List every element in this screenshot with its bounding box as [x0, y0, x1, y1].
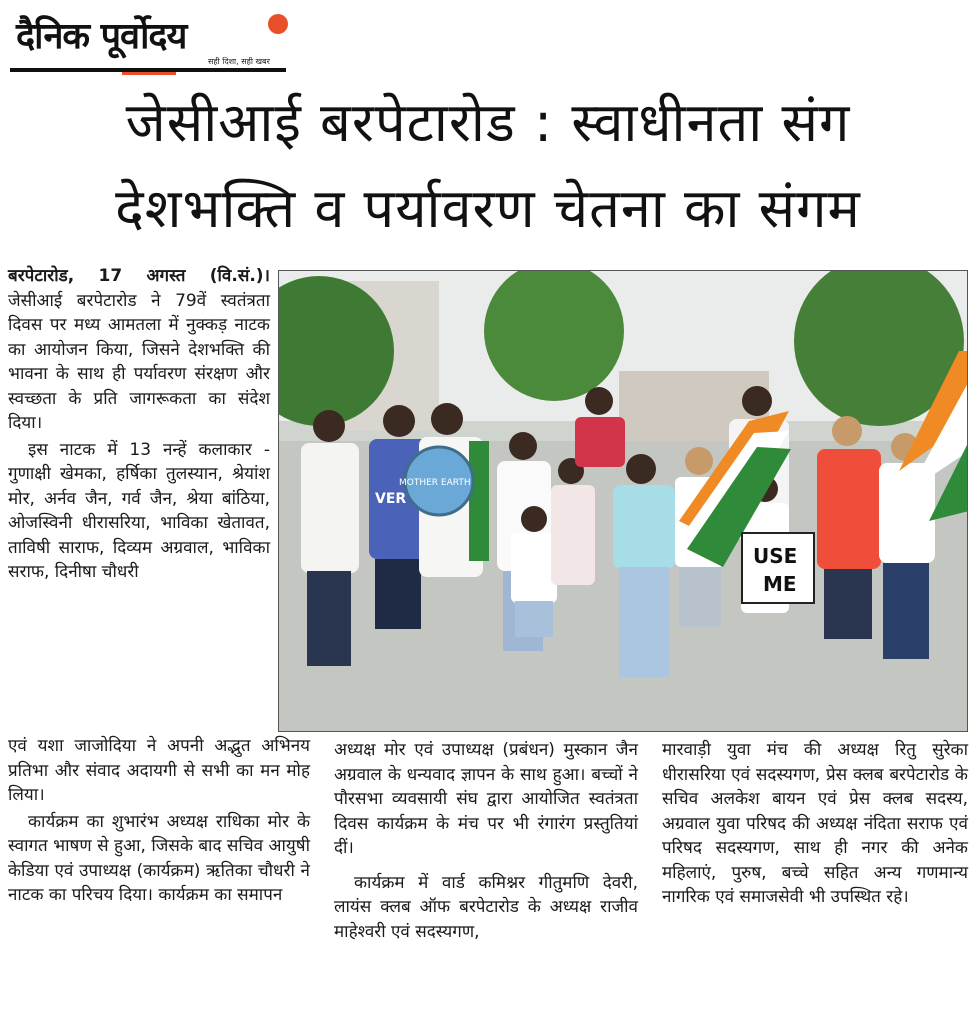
- paragraph-cast: इस नाटक में 13 नन्हें कलाकार - गुणाक्षी खेमका, हर्षिका तुलस्यान, श्रेयांश मोर, अर्नव जैन, गर्व जैन, श्रेया बांठिया, ओजस्विनी धीरासरिया, भाविका खेतावत, ताविषी साराफ, दिव्यम अग्रवाल, भाविका सराफ, दिनीषा चौधरी: [8, 439, 270, 582]
- headline: [0, 80, 976, 252]
- placard-word-1: USE: [753, 544, 798, 568]
- newspaper-tagline: सही दिशा, सही खबर: [208, 57, 270, 66]
- logo-dot-icon: [268, 14, 288, 34]
- article-column-3: [662, 738, 968, 910]
- article-column-2: [334, 738, 638, 944]
- masthead-accent-rule: [122, 72, 176, 75]
- paragraph-guests: कार्यक्रम में वार्ड कमिश्नर गीतुमणि देवरी, लायंस क्लब ऑफ बरपेटारोड के अध्यक्ष राजीव माहेश्वरी एवं सदस्यगण,: [334, 872, 638, 942]
- headline-line-2: देशभक्ति व पर्यावरण चेतना का संगम: [115, 177, 861, 240]
- placard-word-2: ME: [763, 572, 797, 596]
- dateline: बरपेटारोड, 17 अगस्त (वि.सं.)।: [8, 266, 270, 286]
- paragraph-intro: जेसीआई बरपेटारोड ने 79वें स्वतंत्रता दिवस पर मध्य आमतला में नुक्कड़ नाटक का आयोजन किया, जिसने देशभक्ति की भावना के साथ ही पर्यावरण संरक्षण और स्वच्छता के प्रति जागरूकता का संदेश दिया।: [8, 290, 270, 433]
- article-column-1-upper: [8, 264, 270, 585]
- masthead: [10, 6, 286, 74]
- paragraph-program: कार्यक्रम का शुभारंभ अध्यक्ष राधिका मोर के स्वागत भाषण से हुआ, जिसके बाद सचिव आयुषी केडिया एवं उपाध्यक्ष (कार्यक्रम) ऋतिका चौधरी ने नाटक का परिचय दिया। कार्यक्रम का समापन: [8, 811, 310, 905]
- banner-caption: VER: [375, 491, 407, 507]
- headline-line-1: जेसीआई बरपेटारोड : स्वाधीनता संग: [125, 91, 851, 154]
- paragraph-cast-continued: एवं यशा जाजोदिया ने अपनी अद्भुत अभिनय प्रतिभा और संवाद अदायगी से सभी का मन मोह लिया।: [8, 736, 310, 805]
- paragraph-closing: अध्यक्ष मोर एवं उपाध्यक्ष (प्रबंधन) मुस्कान जैन अग्रवाल के धन्यवाद ज्ञापन के साथ हुआ। बच्चों ने पौरसभा व्यवसायी संघ द्वारा आयोजित स्वतंत्रता दिवस कार्यक्रम के मंच पर भी रंगारंग प्रस्तुतियां दीं।: [334, 740, 638, 858]
- globe-caption: MOTHER EARTH: [399, 478, 471, 488]
- article-column-1-lower: [8, 734, 310, 908]
- paragraph-attendees: मारवाड़ी युवा मंच की अध्यक्ष रितु सुरेका धीरासरिया एवं सदस्यगण, प्रेस क्लब बरपेटारोड के सचिव अलकेश बायन एवं प्रेस क्लब सदस्य, अग्रवाल युवा परिषद की अध्यक्ष नंदिता सराफ एवं परिषद सदस्यगण, साथ ही नगर की अनेक महिलाएं, पुरुष, बच्चे सहित अन्य गणमान्य नागरिक एवं समाजसेवी भी उपस्थित रहे।: [662, 740, 968, 907]
- photo-illustration: [279, 271, 968, 732]
- news-photo: [278, 270, 968, 732]
- newspaper-name: दैनिक पूर्वोदय: [16, 16, 187, 57]
